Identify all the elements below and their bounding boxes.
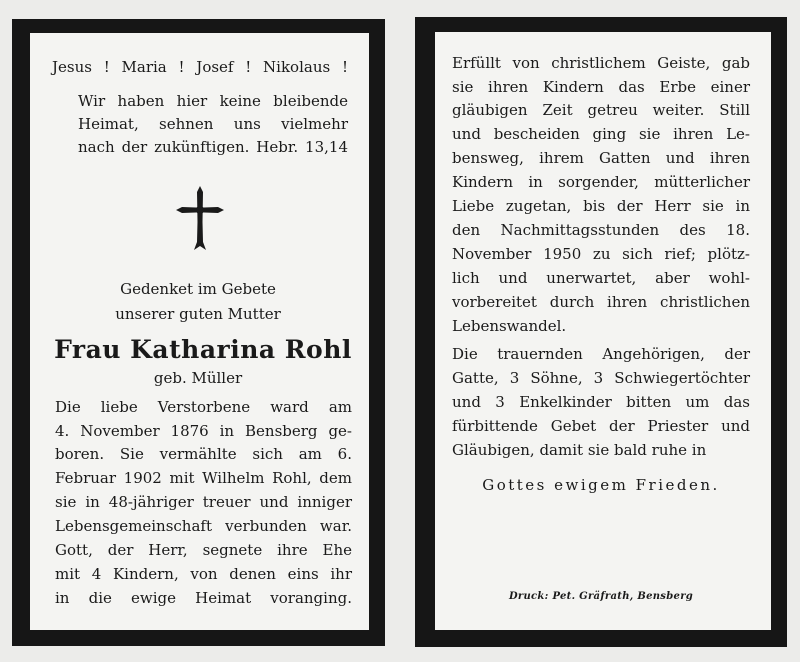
right-body-line-6: Kindern in sorgender, mütterlicher (452, 173, 750, 191)
left-body-line-5: sie in 48-jähriger treuer und inniger (55, 493, 352, 511)
epigraph-line-1: Wir haben hier keine bleibende (78, 92, 348, 110)
right-body-line-3: gläubigen Zeit getreu weiter. Still (452, 101, 750, 119)
right-body2-line-3: und 3 Enkelkinder bitten um das (452, 393, 750, 411)
printer-imprint: Druck: Pet. Gräfrath, Bensberg (508, 591, 694, 602)
left-body-line-7: Gott, der Herr, segnete ihre Ehe (55, 541, 352, 559)
right-body-line-4: und bescheiden ging sie ihren Le- (452, 125, 750, 143)
left-body-line-4: Februar 1902 mit Wilhelm Rohl, dem (55, 469, 352, 487)
right-body-line-7: Liebe zugetan, bis der Herr sie in (452, 197, 750, 215)
right-body-line-12: Lebenswandel. (452, 317, 567, 335)
epigraph-line-2: Heimat, sehnen uns vielmehr (78, 115, 348, 133)
right-body-line-2: sie ihren Kindern das Erbe einer (452, 78, 750, 96)
right-body-line-1: Erfüllt von christlichem Geiste, gab (452, 54, 750, 72)
right-body2-line-4: fürbittende Gebet der Priester und (452, 417, 750, 435)
right-body-line-5: bensweg, ihrem Gatten und ihren (452, 149, 750, 167)
epigraph-line-3: nach der zukünftigen. Hebr. 13,14 (78, 138, 348, 156)
right-body-line-9: November 1950 zu sich rief; plötz- (452, 245, 750, 263)
remember-line-2: unserer guten Mutter (115, 305, 281, 323)
left-body-line-9: in die ewige Heimat voranging. (55, 589, 352, 607)
left-body-line-6: Lebensgemeinschaft verbunden war. (55, 517, 352, 535)
remember-line-1: Gedenket im Gebete (120, 280, 276, 298)
cross-icon (176, 186, 224, 254)
invocation: Jesus ! Maria ! Josef ! Nikolaus ! (52, 58, 348, 76)
right-body-line-8: den Nachmittagsstunden des 18. (452, 221, 750, 239)
right-body2-line-2: Gatte, 3 Söhne, 3 Schwiegertöchter (452, 369, 750, 387)
right-body-line-11: vorbereitet durch ihren christlichen (452, 293, 750, 311)
left-body-line-8: mit 4 Kindern, von denen eins ihr (55, 565, 352, 583)
deceased-name: Frau Katharina Rohl (54, 335, 352, 364)
right-body-line-10: lich und unerwartet, aber wohl- (452, 269, 750, 287)
right-body2-line-1: Die trauernden Angehörigen, der (452, 345, 750, 363)
maiden-name: geb. Müller (153, 369, 243, 387)
left-body-line-1: Die liebe Verstorbene ward am (55, 398, 352, 416)
closing-line: Gottes ewigem Frieden. (482, 476, 720, 494)
left-body-line-3: boren. Sie vermählte sich am 6. (55, 445, 352, 463)
right-body2-line-5: Gläubigen, damit sie bald ruhe in (452, 441, 707, 459)
left-body-line-2: 4. November 1876 in Bensberg ge- (55, 422, 352, 440)
